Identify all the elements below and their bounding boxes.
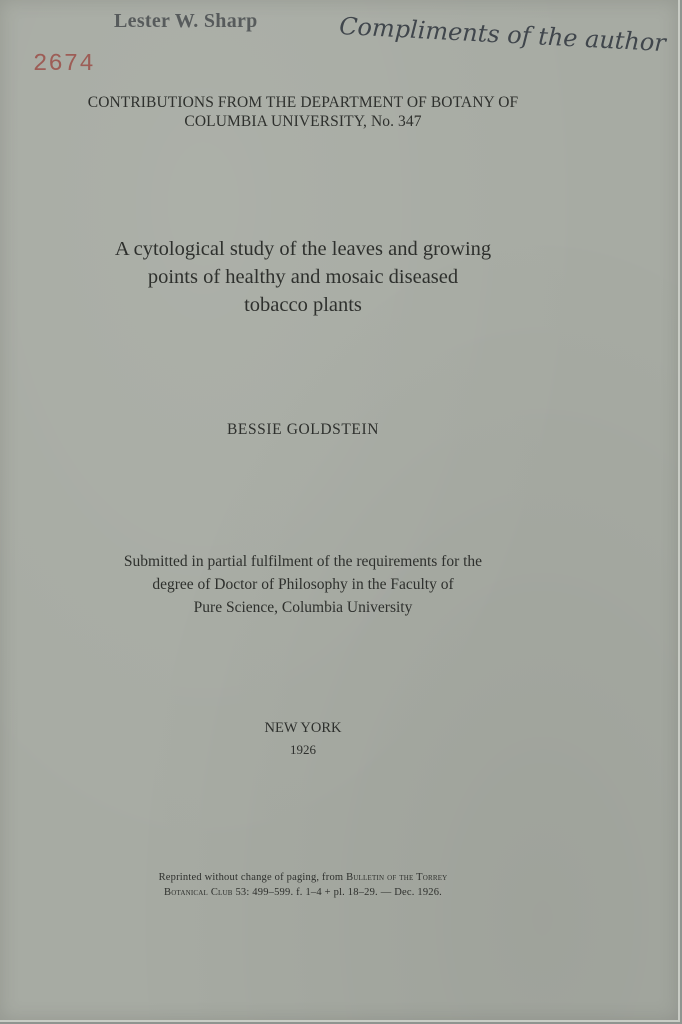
reprint-note-citation: 53: 499–599. f. 1–4 + pl. 18–29. — Dec. 1926.: [232, 887, 442, 898]
author-name: BESSIE GOLDSTEIN: [226, 421, 380, 438]
journal-title-continued: Botanical Club: [163, 887, 233, 898]
title-line-1: A cytological study of the leaves and growing: [114, 238, 492, 260]
reprint-note-line-2: [0, 885, 606, 900]
submission-statement: [0, 550, 606, 619]
reprint-note: [0, 870, 606, 900]
submission-line-2: degree of Doctor of Philosophy in the Faculty of: [152, 576, 454, 593]
owner-name-stamp: Lester W. Sharp: [114, 10, 258, 32]
reprint-note-line-1: [0, 870, 606, 885]
series-heading: [0, 93, 606, 131]
series-line-1: CONTRIBUTIONS FROM THE DEPARTMENT OF BOTANY OF: [87, 94, 519, 111]
imprint-place: NEW YORK: [264, 720, 342, 736]
document-title: [0, 235, 606, 319]
handwritten-inscription: Compliments of the author: [338, 12, 667, 58]
accession-number-stamp: 2674: [33, 51, 95, 78]
journal-title: Bulletin of the Torrey: [346, 872, 448, 883]
title-line-3: tobacco plants: [244, 294, 362, 316]
reprint-note-prefix: Reprinted without change of paging, from: [158, 872, 347, 883]
submission-line-1: Submitted in partial fulfilment of the requirements for the: [123, 553, 483, 570]
imprint-year: 1926: [290, 742, 316, 757]
title-line-2: points of healthy and mosaic diseased: [147, 266, 459, 288]
series-line-2: COLUMBIA UNIVERSITY, No. 347: [184, 113, 422, 130]
submission-line-3: Pure Science, Columbia University: [193, 599, 413, 616]
